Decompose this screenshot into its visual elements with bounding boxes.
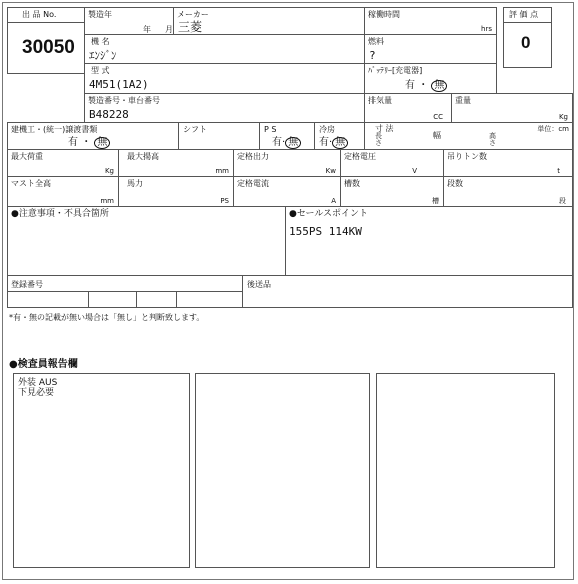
ac-yes: 有 [319,137,329,148]
maker-cell [173,7,365,35]
ps-cell [259,122,315,150]
rated-voltage-label: 定格電圧 [344,152,376,161]
transfer-yes: 有 [68,137,78,148]
registration-box-1 [88,291,89,308]
dim-height-label: 高 さ [489,132,496,147]
serial-label: 製造番号・車台番号 [88,96,160,105]
inspection-title: ●検査員報告欄 [9,359,78,370]
max-load-cell [7,149,119,177]
dim-unit-note: 単位：cm [537,125,569,133]
lot-number-cell [7,7,85,23]
type-value: 4M51(1A2) [89,78,149,91]
cells-label: 槽数 [344,179,360,188]
hours-label: 稼働時間 [368,10,400,19]
disclaimer-note: *有・無の記載が無い場合は「無し」と判断致します。 [9,313,205,322]
rated-current-unit: A [331,197,336,205]
weight-cell [451,93,573,123]
dim-label: 寸 法 [375,124,394,133]
battery-label: ﾊﾞｯﾃﾘｰ[充電器] [368,66,423,75]
auction-sheet [2,2,574,580]
shift-label: シフト [183,125,207,134]
lot-number: 30050 [22,37,75,58]
ac-label: 冷房 [319,125,335,134]
battery-cell [364,63,497,94]
dim-length-label: 長 さ [375,132,382,147]
dimensions-cell [364,122,573,150]
lot-label: 出 品 No. [22,10,57,19]
hoist-label: 吊りトン数 [447,152,487,161]
inspection-box-2 [195,373,370,568]
ps-no: 無 [285,137,301,149]
hp-unit: PS [220,197,229,205]
serial-cell [84,93,365,123]
rated-output-label: 定格出力 [237,152,269,161]
rated-voltage-cell [340,149,444,177]
fuel-cell [364,34,497,64]
selling-point-label: ●セールスポイント [289,209,369,219]
registration-box-3 [176,291,177,308]
fuel-label: 燃料 [368,37,384,46]
type-cell [84,63,365,94]
dim-width-label: 幅 [433,131,441,140]
score-label: 評 価 点 [509,10,539,19]
inspection-box-1 [13,373,190,568]
inspection-box-1-text: 外装 AUS 下見必要 [18,378,58,398]
ps-options: 有· 無 [272,137,301,149]
inspection-box-3 [376,373,555,568]
mast-unit: mm [100,197,114,205]
rated-output-unit: Kw [325,167,336,175]
cells-unit: 槽 [432,197,439,205]
shipped-later-cell [242,275,573,308]
hours-cell [364,7,497,35]
ac-no: 無 [332,137,348,149]
model-name-value: ｴﾝｼﾞﾝ [89,49,117,62]
shift-cell [178,122,260,150]
hours-unit: hrs [481,25,492,33]
type-label: 型 式 [91,66,110,75]
year-unit: 年 [143,25,151,34]
hp-cell [118,176,234,207]
transfer-sep: ・ [81,137,92,148]
stages-unit: 段 [559,197,566,205]
score-header-cell [503,7,552,23]
hoist-cell [443,149,573,177]
ps-yes: 有 [272,137,282,148]
score-value: 0 [521,33,531,52]
registration-divider [8,291,242,292]
model-name-label: 機 名 [91,37,110,46]
year-cell [84,7,174,35]
stages-label: 段数 [447,179,463,188]
maker-label: メーカー [177,10,209,19]
defects-label: ●注意事項・不具合箇所 [11,209,109,219]
selling-point-cell [285,206,573,276]
ac-cell [314,122,365,150]
rated-current-cell [233,176,341,207]
model-name-cell [84,34,365,64]
weight-label: 重量 [455,96,471,105]
mast-label: マスト全高 [11,179,51,188]
mast-cell [7,176,119,207]
hp-label: 馬力 [127,179,143,188]
battery-options [405,80,447,92]
displacement-unit: CC [433,113,443,121]
lot-value-cell [7,22,85,74]
fuel-value: ? [369,49,376,62]
stages-cell [443,176,573,207]
hoist-unit: t [557,167,560,175]
selling-point-value: 155PS 114KW [289,225,362,238]
registration-cell [7,275,243,308]
defects-cell [7,206,286,276]
rated-output-cell [233,149,341,177]
battery-no: 無 [431,80,447,92]
max-lift-unit: mm [215,167,229,175]
month-unit: 月 [165,25,173,34]
registration-label: 登録番号 [11,280,43,289]
transfer-cell [7,122,179,150]
max-lift-cell [118,149,234,177]
max-load-label: 最大荷重 [11,152,43,161]
serial-value: B48228 [89,108,129,121]
max-lift-label: 最大揚高 [127,152,159,161]
transfer-label: 建機工・(統一)譲渡書類 [11,125,98,134]
rated-current-label: 定格電流 [237,179,269,188]
ps-label: P S [264,125,277,134]
registration-box-2 [136,291,137,308]
ac-options: 有· 無 [319,137,348,149]
year-label: 製造年 [88,10,112,19]
shipped-later-label: 後送品 [247,280,271,289]
battery-yes: 有 [405,80,415,91]
max-load-unit: Kg [104,167,114,175]
score-value-cell [503,22,552,68]
displacement-label: 排気量 [368,96,392,105]
displacement-cell [364,93,452,123]
battery-sep: ・ [418,80,429,91]
maker-value: 三菱 [178,20,203,34]
weight-unit: Kg [558,113,568,121]
cells-cell [340,176,444,207]
rated-voltage-unit: V [412,167,417,175]
transfer-no: 無 [94,137,110,149]
transfer-options [68,137,110,149]
